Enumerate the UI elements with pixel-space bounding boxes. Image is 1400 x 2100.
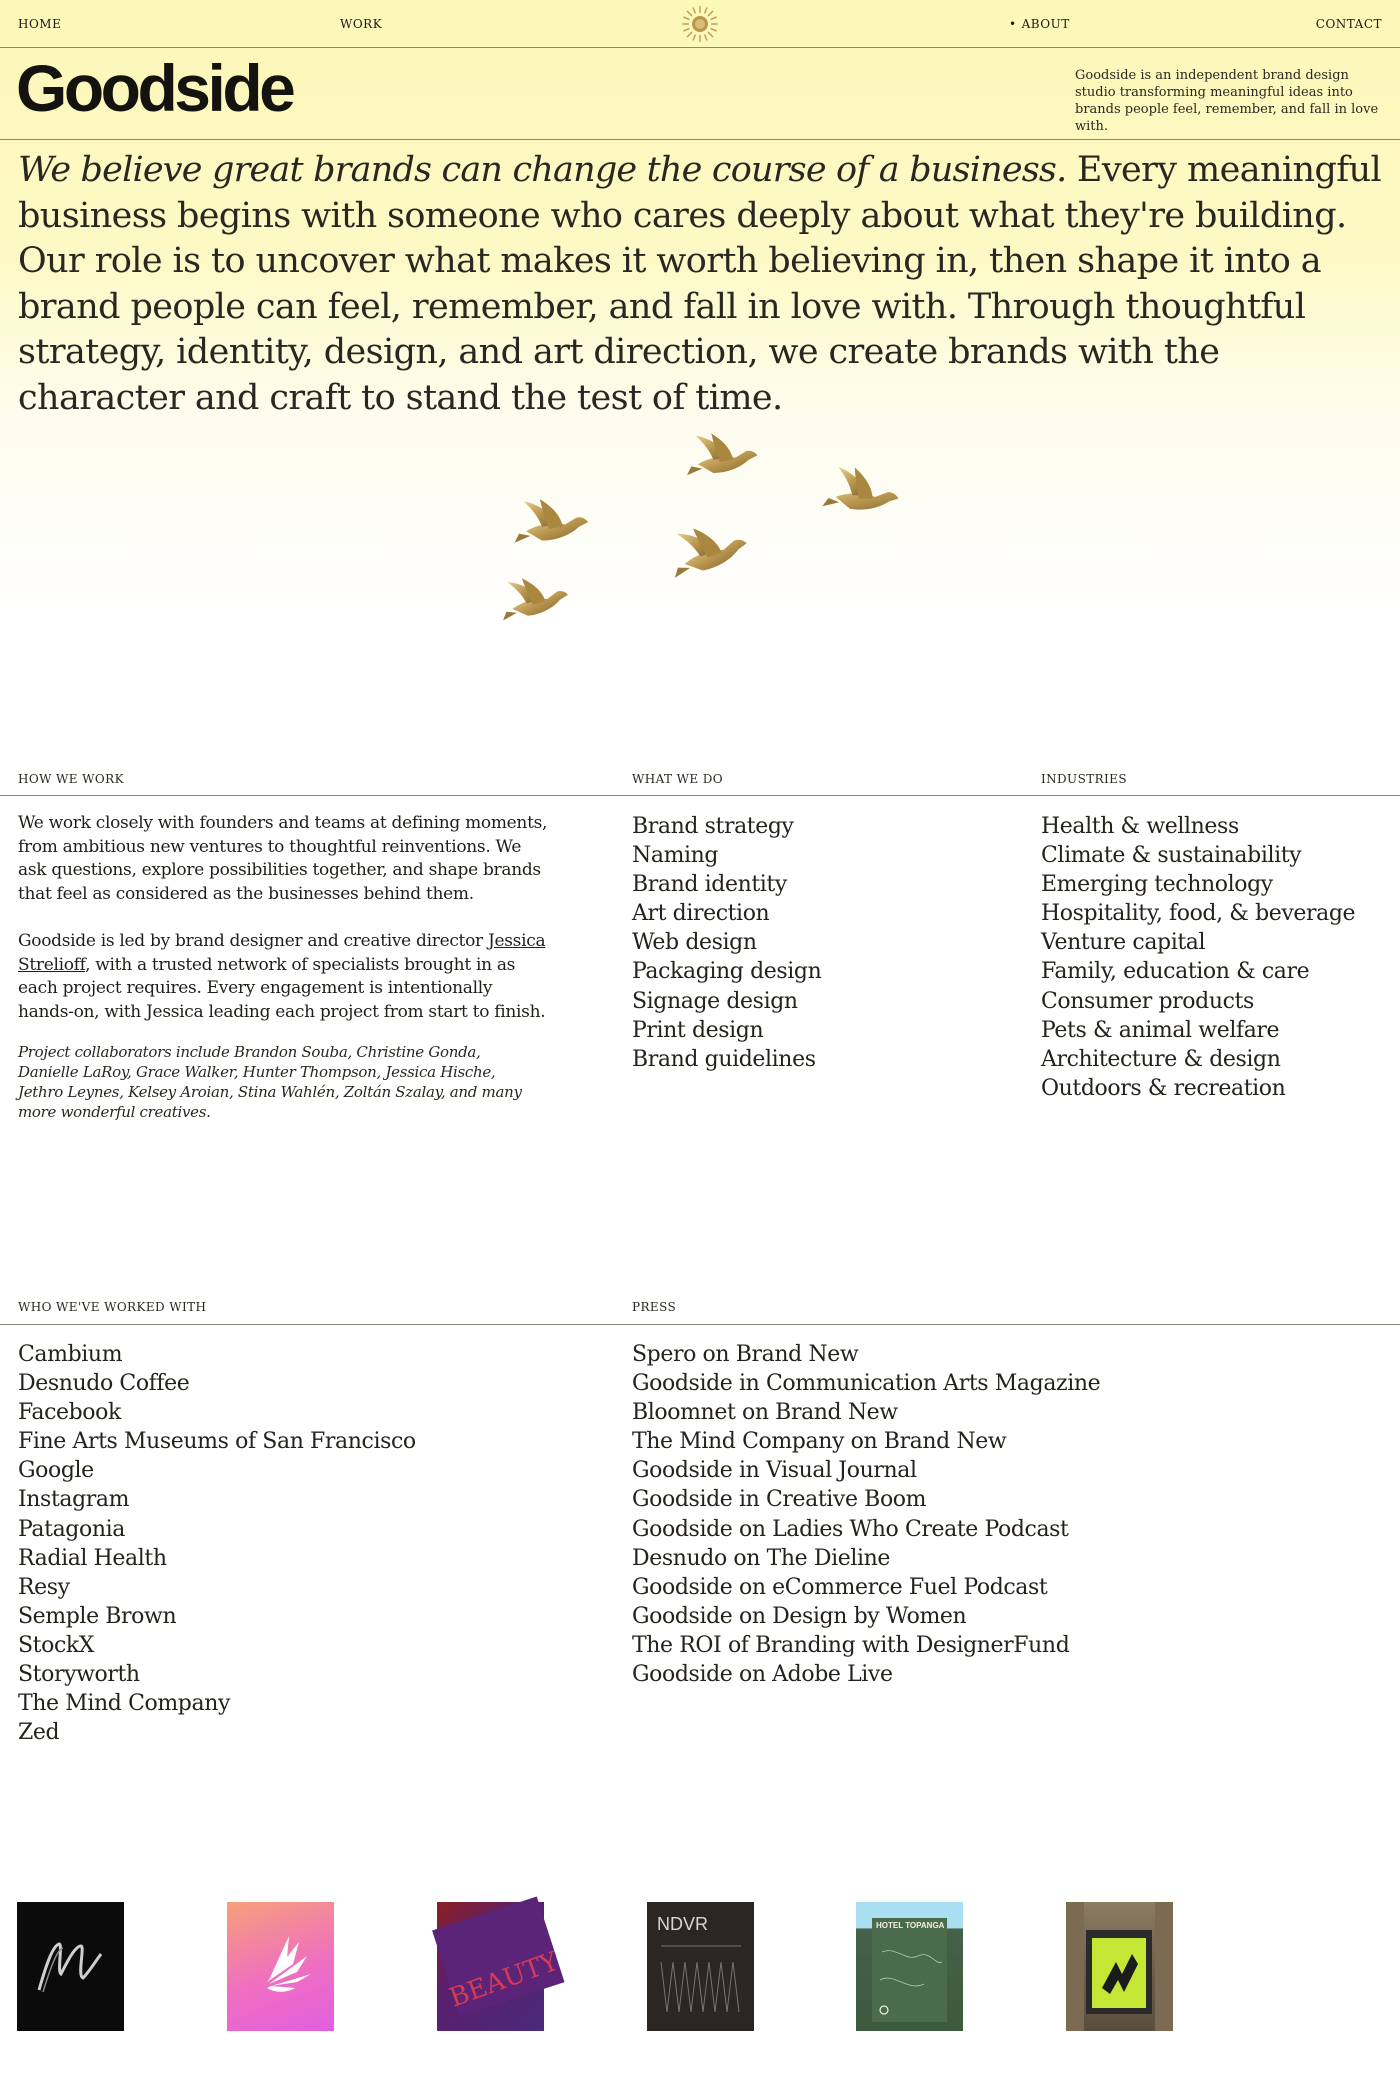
- hotel-topanga-poster-image: [856, 1902, 963, 2031]
- industry-item: Family, education & care: [1041, 959, 1310, 985]
- service-item: Packaging design: [632, 959, 822, 985]
- press-link[interactable]: Goodside on Design by Women: [632, 1603, 967, 1629]
- beauty-packaging-image: [437, 1902, 563, 2031]
- press-link[interactable]: Goodside on Adobe Live: [632, 1662, 893, 1688]
- manifesto-body: Every meaningful business begins with someone who cares deeply about what they're building. Our role is to uncover what makes it worth believing in, then shape it into a brand people can feel, remember, and fall in love with. Through thoughtful strategy, identity, design, and art direction, we create brands with the character and craft to stand the test of time.: [18, 150, 1382, 418]
- client-item: StockX: [18, 1632, 95, 1658]
- service-item: Print design: [632, 1017, 764, 1043]
- leadership-text: Goodside is led by brand designer and creative director: [18, 931, 488, 951]
- how-we-work-label: HOW WE WORK: [18, 772, 124, 786]
- how-we-work-copy: [18, 812, 548, 1048]
- leadership-text-end: , with a trusted network of specialists brought in as each project requires. Every engagement is intentionally hands-on, with Jessica leading each project from start to finish.: [18, 954, 546, 1022]
- sun-logo-icon[interactable]: [680, 4, 720, 44]
- industries-label: INDUSTRIES: [1041, 772, 1127, 786]
- nav-home-link[interactable]: HOME: [18, 17, 62, 31]
- ndvr-poster-image: [647, 1902, 754, 2031]
- what-we-do-label: WHAT WE DO: [632, 772, 723, 786]
- industry-item: Architecture & design: [1041, 1046, 1281, 1072]
- client-item: The Mind Company: [18, 1691, 230, 1717]
- how-we-work-paragraph: We work closely with founders and teams at defining moments, from ambitious new ventures to thoughtful reinventions. We ask questions, explore possibilities together, and shape brands that feel as considered as the businesses behind them.: [18, 813, 548, 904]
- client-item: Cambium: [18, 1342, 123, 1367]
- leadership-paragraph: [18, 930, 548, 1024]
- client-item: Instagram: [18, 1487, 130, 1513]
- ndvr-wordmark: NDVR: [657, 1914, 709, 1934]
- client-item: Radial Health: [18, 1545, 167, 1571]
- industry-item: Health & wellness: [1041, 814, 1239, 839]
- service-item: Brand identity: [632, 872, 787, 898]
- client-item: Patagonia: [18, 1516, 125, 1542]
- press-link[interactable]: Goodside in Communication Arts Magazine: [632, 1371, 1101, 1397]
- press-link[interactable]: The ROI of Branding with DesignerFund: [632, 1632, 1070, 1658]
- nav-contact-link[interactable]: CONTACT: [1315, 17, 1382, 31]
- press-link[interactable]: Goodside on Ladies Who Create Podcast: [632, 1516, 1069, 1542]
- founder-link[interactable]: Jessica Streliof​f: [18, 931, 546, 975]
- collaborators-credits: Project collaborators include Brandon Souba, Christine Gonda, Danielle LaRoy, Grace Walker, Hunter Thompson, Jessica Hische, Jethro Leynes, Kelsey Aroian, Stina Wahlén, Zoltán Szalay, and many more wonderful creatives.: [18, 1043, 522, 1121]
- client-item: Google: [18, 1458, 94, 1484]
- press-link[interactable]: Bloomnet on Brand New: [632, 1400, 898, 1426]
- service-item: Brand strategy: [632, 814, 794, 839]
- service-item: Brand guidelines: [632, 1046, 816, 1072]
- monogram-m-icon: [17, 1902, 124, 2031]
- beauty-wordmark: BEAUTY: [445, 1946, 563, 2014]
- client-item: Storyworth: [18, 1662, 140, 1688]
- project-thumbnail-wing[interactable]: [227, 1902, 334, 2031]
- project-thumbnail-hotel-topanga[interactable]: [856, 1902, 963, 2031]
- press-label: PRESS: [632, 1300, 677, 1314]
- client-item: Desnudo Coffee: [18, 1371, 190, 1397]
- bus-shelter-ad-image: [1066, 1902, 1173, 2031]
- manifesto-lead: We believe great brands can change the course of a business.: [18, 150, 1067, 190]
- client-item: Semple Brown: [18, 1603, 177, 1629]
- project-thumbnail-monogram[interactable]: [17, 1902, 124, 2031]
- nav-about-link[interactable]: • ABOUT: [1009, 17, 1070, 31]
- services-list: [632, 812, 821, 1074]
- manifesto-statement: [18, 148, 1388, 421]
- press-link[interactable]: Goodside in Creative Boom: [632, 1487, 927, 1513]
- client-item: Resy: [18, 1574, 70, 1600]
- industries-list: [1041, 812, 1355, 1103]
- service-item: Web design: [632, 930, 757, 956]
- industry-item: Emerging technology: [1041, 872, 1273, 898]
- industry-item: Venture capital: [1041, 930, 1206, 956]
- industry-item: Consumer products: [1041, 988, 1254, 1014]
- golden-birds-illustration: [480, 420, 980, 670]
- industry-item: Pets & animal welfare: [1041, 1017, 1280, 1043]
- press-link[interactable]: Goodside in Visual Journal: [632, 1458, 917, 1484]
- service-item: Signage design: [632, 988, 798, 1014]
- press-link[interactable]: The Mind Company on Brand New: [632, 1429, 1007, 1455]
- client-item: Fine Arts Museums of San Francisco: [18, 1429, 416, 1455]
- goodside-logo[interactable]: Goodside: [16, 51, 293, 125]
- press-link[interactable]: Goodside on eCommerce Fuel Podcast: [632, 1574, 1048, 1600]
- project-thumbnail-beauty[interactable]: [437, 1902, 563, 2031]
- client-item: Facebook: [18, 1400, 121, 1426]
- press-link[interactable]: Desnudo on The Dieline: [632, 1545, 891, 1571]
- top-nav: [0, 0, 1400, 48]
- clients-label: WHO WE'VE WORKED WITH: [18, 1300, 207, 1314]
- hotel-topanga-wordmark: HOTEL TOPANGA: [876, 1921, 945, 1930]
- clients-list: [18, 1340, 416, 1747]
- project-thumbnail-bus-shelter[interactable]: [1066, 1902, 1173, 2031]
- studio-tagline: Goodside is an independent brand design studio transforming meaningful ideas into brands people feel, remember, and fall in love with.: [1075, 68, 1379, 134]
- industry-item: Outdoors & recreation: [1041, 1075, 1286, 1101]
- press-link[interactable]: Spero on Brand New: [632, 1342, 859, 1367]
- header-band: [0, 48, 1400, 140]
- press-list: [632, 1340, 1100, 1689]
- section-divider: [0, 1324, 1400, 1325]
- project-thumbnail-ndvr[interactable]: [647, 1902, 754, 2031]
- service-item: Art direction: [632, 901, 770, 927]
- industry-item: Hospitality, food, & beverage: [1041, 901, 1356, 927]
- wing-icon: [227, 1902, 334, 2031]
- client-item: Zed: [18, 1720, 60, 1746]
- nav-work-link[interactable]: WORK: [340, 17, 383, 31]
- section-divider: [0, 795, 1400, 796]
- industry-item: Climate & sustainability: [1041, 843, 1302, 869]
- service-item: Naming: [632, 843, 719, 869]
